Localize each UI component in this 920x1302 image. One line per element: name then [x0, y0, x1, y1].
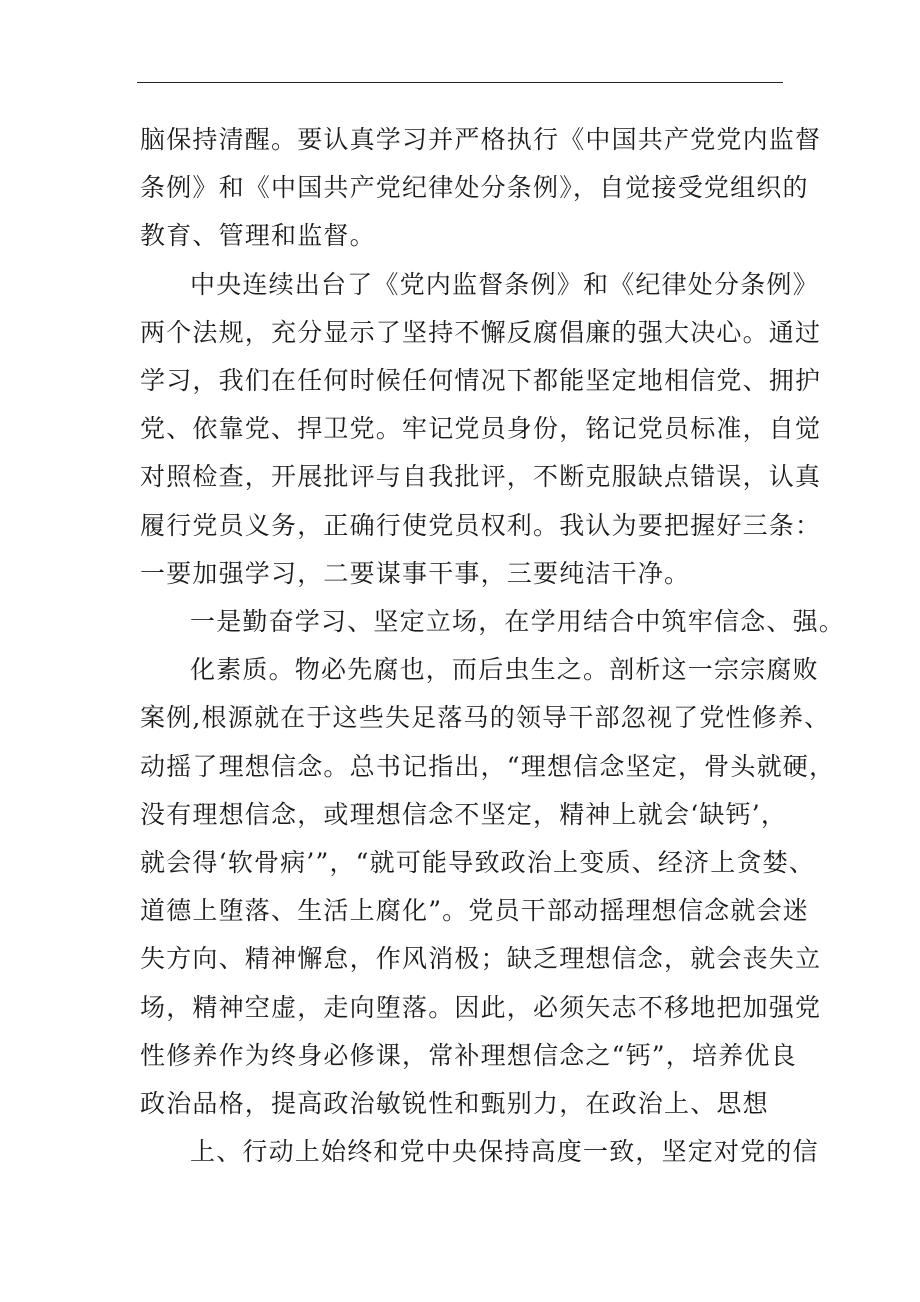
- text-line: 脑保持清醒。要认真学习并严格执行《中国共产党党内监督: [140, 125, 822, 154]
- text-line: 没有理想信念，或理想信念不坚定，精神上就会‘缺钙’，: [140, 799, 788, 829]
- text-line: 一要加强学习，二要谋事干事，三要纯洁干净。: [140, 558, 691, 588]
- paragraph-2: [140, 261, 822, 598]
- text-line: 化素质。物必先腐也，而后虫生之。剖析这一宗宗腐败: [190, 655, 819, 685]
- text-line: 就会得‘软骨病’”，“就可能导致政治上变质、经济上贪婪、: [140, 848, 816, 878]
- text-line: 履行党员义务，正确行使党员权利。我认为要把握好三条：: [140, 510, 822, 540]
- paragraph-3: [140, 598, 846, 646]
- paragraph-5: [140, 1128, 819, 1176]
- paragraph-4: [140, 646, 836, 1128]
- text-line: 案例,根源就在于这些失足落马的领导干部忽视了党性修养、: [140, 703, 831, 733]
- header-rule: [137, 82, 783, 83]
- text-line: 一是勤奋学习、坚定立场，在学用结合中筑牢信念、强。: [190, 607, 846, 637]
- text-line: 失方向、精神懈怠，作风消极；缺乏理想信念，就会丧失立: [140, 944, 822, 974]
- text-line: 两个法规，充分显示了坚持不懈反腐倡廉的强大决心。通过: [140, 317, 822, 347]
- text-line: 党、依靠党、捍卫党。牢记党员身份，铭记党员标准，自觉: [140, 414, 822, 444]
- paragraph-1: [140, 116, 822, 261]
- text-line: 道德上堕落、生活上腐化”。党员干部动摇理想信念就会迷: [140, 896, 809, 926]
- document-body: [140, 116, 846, 1176]
- text-line: 政治品格，提高政治敏锐性和甄别力，在政治上、思想: [140, 1089, 769, 1119]
- text-line: 性修养作为终身必修课，常补理想信念之“钙”，培养优良: [140, 1040, 797, 1070]
- text-line: 教育、管理和监督。: [140, 221, 376, 251]
- text-line: 动摇了理想信念。总书记指出，“理想信念坚定，骨头就硬，: [140, 751, 836, 781]
- text-line: 对照检查，开展批评与自我批评，不断克服缺点错误，认真: [140, 462, 822, 492]
- text-line: 条例》和《中国共产党纪律处分条例》，自觉接受党组织的: [140, 173, 809, 203]
- text-line: 场，精神空虚，走向堕落。因此，必须矢志不移地把加强党: [140, 992, 822, 1022]
- text-line: 中央连续出台了《党内监督条例》和《纪律处分条例》: [190, 269, 819, 299]
- text-line: 学习，我们在任何时候任何情况下都能坚定地相信党、拥护: [140, 366, 822, 396]
- text-line: 上、行动上始终和党中央保持高度一致，坚定对党的信: [190, 1137, 819, 1167]
